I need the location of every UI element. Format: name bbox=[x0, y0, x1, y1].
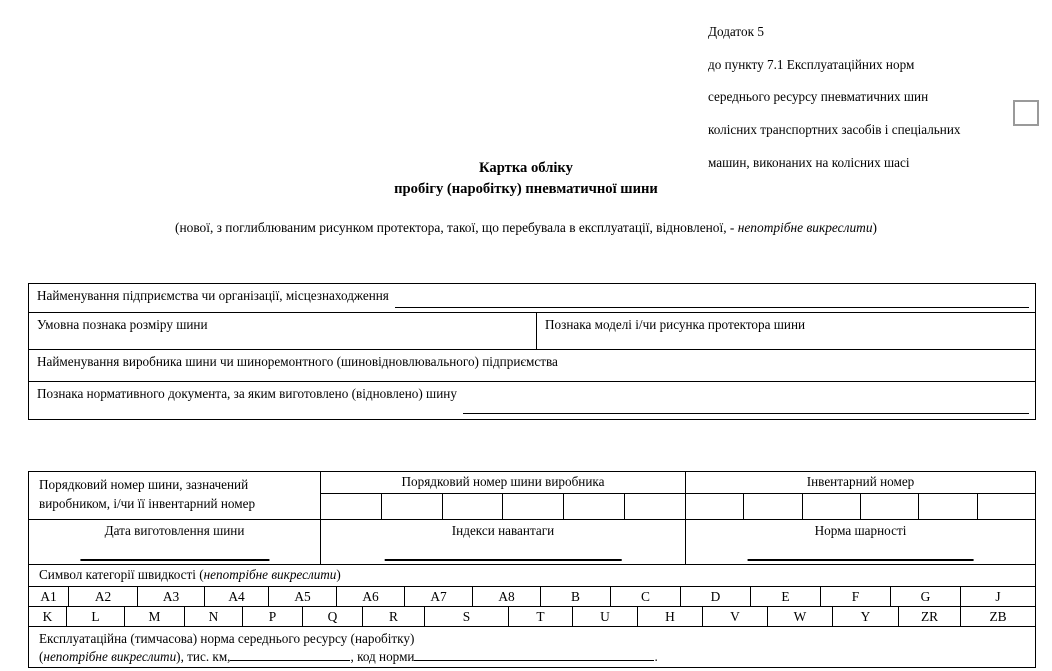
exploitation-norm-note bbox=[29, 627, 662, 671]
manufacture-date-input[interactable] bbox=[80, 559, 269, 561]
table-row bbox=[29, 472, 1035, 520]
manufacturer-number-cell[interactable] bbox=[321, 494, 382, 519]
table-row bbox=[29, 313, 1035, 350]
speed-category-label-italic: непотрібне викреслити bbox=[203, 567, 337, 582]
speed-symbol-cell[interactable]: C bbox=[611, 587, 681, 606]
load-index-cell[interactable] bbox=[321, 520, 686, 564]
manufacturer-number-group bbox=[321, 472, 686, 519]
subtitle-italic: непотрібне викреслити bbox=[737, 220, 873, 235]
page-title bbox=[0, 158, 1052, 200]
speed-symbol-cell[interactable]: A2 bbox=[69, 587, 138, 606]
manufacturer-number-cell[interactable] bbox=[382, 494, 443, 519]
speed-symbol-cell[interactable]: P bbox=[243, 607, 303, 626]
table-row bbox=[29, 520, 1035, 565]
exploitation-norm-line-1: Експлуатаційна (тимчасова) норма середнього ресурсу (наробітку) bbox=[39, 631, 415, 646]
table-row bbox=[29, 382, 1035, 418]
speed-symbol-cell[interactable]: W bbox=[768, 607, 833, 626]
speed-symbol-cell[interactable]: G bbox=[891, 587, 961, 606]
speed-symbol-cell[interactable]: T bbox=[509, 607, 573, 626]
title-subtitle bbox=[0, 219, 1052, 237]
speed-symbol-cell[interactable]: A7 bbox=[405, 587, 473, 606]
speed-symbol-cell[interactable]: A5 bbox=[269, 587, 337, 606]
title-line-2: пробігу (наробітку) пневматичної шини bbox=[394, 181, 658, 197]
exploitation-norm-line-2 bbox=[39, 648, 658, 666]
load-index-input[interactable] bbox=[385, 559, 622, 561]
table-row bbox=[29, 350, 1035, 382]
speed-symbol-cell[interactable]: H bbox=[638, 607, 703, 626]
speed-symbol-cell[interactable]: K bbox=[29, 607, 67, 626]
speed-category-label-tail: ) bbox=[336, 567, 341, 582]
norm-units: ), тис. км, bbox=[176, 649, 231, 664]
manufacturer-number-title: Порядковий номер шини виробника bbox=[321, 472, 685, 494]
manufacture-date-label: Дата виготовлення шини bbox=[104, 523, 245, 538]
manufacture-date-cell[interactable] bbox=[29, 520, 321, 564]
ply-rating-label: Норма шарності bbox=[814, 523, 907, 538]
speed-category-label-plain: Символ категорії швидкості ( bbox=[39, 567, 204, 582]
manufacturer-name-label: Найменування виробника шини чи шиноремонтного (шиновідновлювального) підприємства bbox=[37, 354, 558, 369]
speed-symbol-cell[interactable]: ZR bbox=[899, 607, 961, 626]
speed-symbol-row-top bbox=[29, 587, 1035, 607]
header-note-line-5: машин, виконаних на колісних шасі bbox=[708, 154, 910, 170]
header-note-line-4: колісних транспортних засобів і спеціальних bbox=[708, 122, 961, 138]
norm-value-input[interactable] bbox=[230, 650, 350, 661]
table-row bbox=[29, 565, 1035, 587]
inventory-number-cell[interactable] bbox=[919, 494, 977, 519]
manufacturer-number-cell[interactable] bbox=[443, 494, 504, 519]
speed-symbol-cell[interactable]: A4 bbox=[205, 587, 269, 606]
speed-symbol-cell[interactable]: R bbox=[363, 607, 425, 626]
speed-symbol-cell[interactable]: V bbox=[703, 607, 768, 626]
norm-period: . bbox=[654, 649, 658, 664]
speed-symbol-cell[interactable]: D bbox=[681, 587, 751, 606]
speed-symbol-cell[interactable]: A6 bbox=[337, 587, 405, 606]
manufacturer-number-cell[interactable] bbox=[564, 494, 625, 519]
speed-symbol-cell[interactable]: E bbox=[751, 587, 821, 606]
speed-symbol-cell[interactable]: Y bbox=[833, 607, 899, 626]
inventory-number-cell[interactable] bbox=[686, 494, 744, 519]
normative-document-input[interactable] bbox=[463, 401, 1029, 414]
speed-symbol-row-bottom bbox=[29, 607, 1035, 627]
inventory-number-cell[interactable] bbox=[978, 494, 1035, 519]
speed-category-label bbox=[29, 565, 1035, 586]
norm-code-input[interactable] bbox=[414, 650, 654, 661]
speed-symbol-cell[interactable]: J bbox=[995, 589, 1001, 604]
inventory-number-group bbox=[686, 472, 1035, 519]
speed-symbol-cell[interactable]: ZB bbox=[989, 609, 1007, 624]
manufacturer-number-cell[interactable] bbox=[503, 494, 564, 519]
inventory-number-title: Інвентарний номер bbox=[686, 472, 1035, 494]
speed-symbol-cell[interactable]: U bbox=[573, 607, 638, 626]
speed-symbol-cell[interactable]: S bbox=[425, 607, 509, 626]
manufacturer-number-grid bbox=[321, 494, 685, 519]
norm-italic: непотрібне викреслити bbox=[43, 649, 177, 664]
speed-symbol-cell[interactable]: M bbox=[125, 607, 185, 626]
subtitle-tail: ) bbox=[872, 220, 877, 235]
ply-rating-input[interactable] bbox=[747, 559, 974, 561]
speed-symbol-cell[interactable]: Q bbox=[303, 607, 363, 626]
speed-symbol-cell[interactable]: A3 bbox=[138, 587, 205, 606]
norm-code-label: , код норми bbox=[350, 649, 415, 664]
tire-size-label: Умовна познака розміру шини bbox=[37, 317, 208, 332]
inventory-number-cell[interactable] bbox=[744, 494, 802, 519]
header-note-line-3: середнього ресурсу пневматичних шин bbox=[708, 89, 929, 105]
tire-identification-table bbox=[28, 471, 1036, 668]
serial-number-label: Порядковий номер шини, зазначений виробником, і/чи її інвентарний номер bbox=[29, 472, 321, 519]
inventory-number-cell[interactable] bbox=[861, 494, 919, 519]
enterprise-name-input[interactable] bbox=[395, 295, 1029, 308]
enterprise-name-label: Найменування підприємства чи організації, місцезнаходження bbox=[37, 288, 389, 303]
tread-model-label: Познака моделі і/чи рисунка протектора шини bbox=[545, 317, 806, 332]
table-row bbox=[29, 627, 1035, 671]
corner-checkbox[interactable] bbox=[1013, 100, 1039, 126]
ply-rating-cell[interactable] bbox=[686, 520, 1035, 564]
manufacturer-number-cell[interactable] bbox=[625, 494, 685, 519]
inventory-number-grid bbox=[686, 494, 1035, 519]
header-note-line-1: Додаток 5 bbox=[708, 24, 764, 40]
speed-symbol-cell[interactable]: A1 bbox=[29, 587, 69, 606]
table-row bbox=[29, 284, 1035, 313]
speed-symbol-cell[interactable]: B bbox=[541, 587, 611, 606]
subtitle-plain: (нової, з поглиблюваним рисунком протектора, такої, що перебувала в експлуатації, відновленої, - bbox=[175, 220, 738, 235]
speed-symbol-cell[interactable]: N bbox=[185, 607, 243, 626]
load-index-label: Індекси навантаги bbox=[451, 523, 555, 538]
inventory-number-cell[interactable] bbox=[803, 494, 861, 519]
tire-size-cell[interactable] bbox=[29, 313, 537, 349]
header-note-line-2: до пункту 7.1 Експлуатаційних норм bbox=[708, 56, 915, 72]
normative-document-label: Познака нормативного документа, за яким виготовлено (відновлено) шину bbox=[37, 386, 457, 401]
speed-symbol-cell[interactable]: F bbox=[821, 587, 891, 606]
speed-symbol-cell[interactable]: L bbox=[67, 607, 125, 626]
enterprise-info-table bbox=[28, 283, 1036, 420]
speed-symbol-cell[interactable]: A8 bbox=[473, 587, 541, 606]
norm-paren-open: ( bbox=[39, 649, 44, 664]
tread-model-cell[interactable] bbox=[537, 313, 1035, 349]
title-line-1: Картка обліку bbox=[479, 160, 573, 176]
